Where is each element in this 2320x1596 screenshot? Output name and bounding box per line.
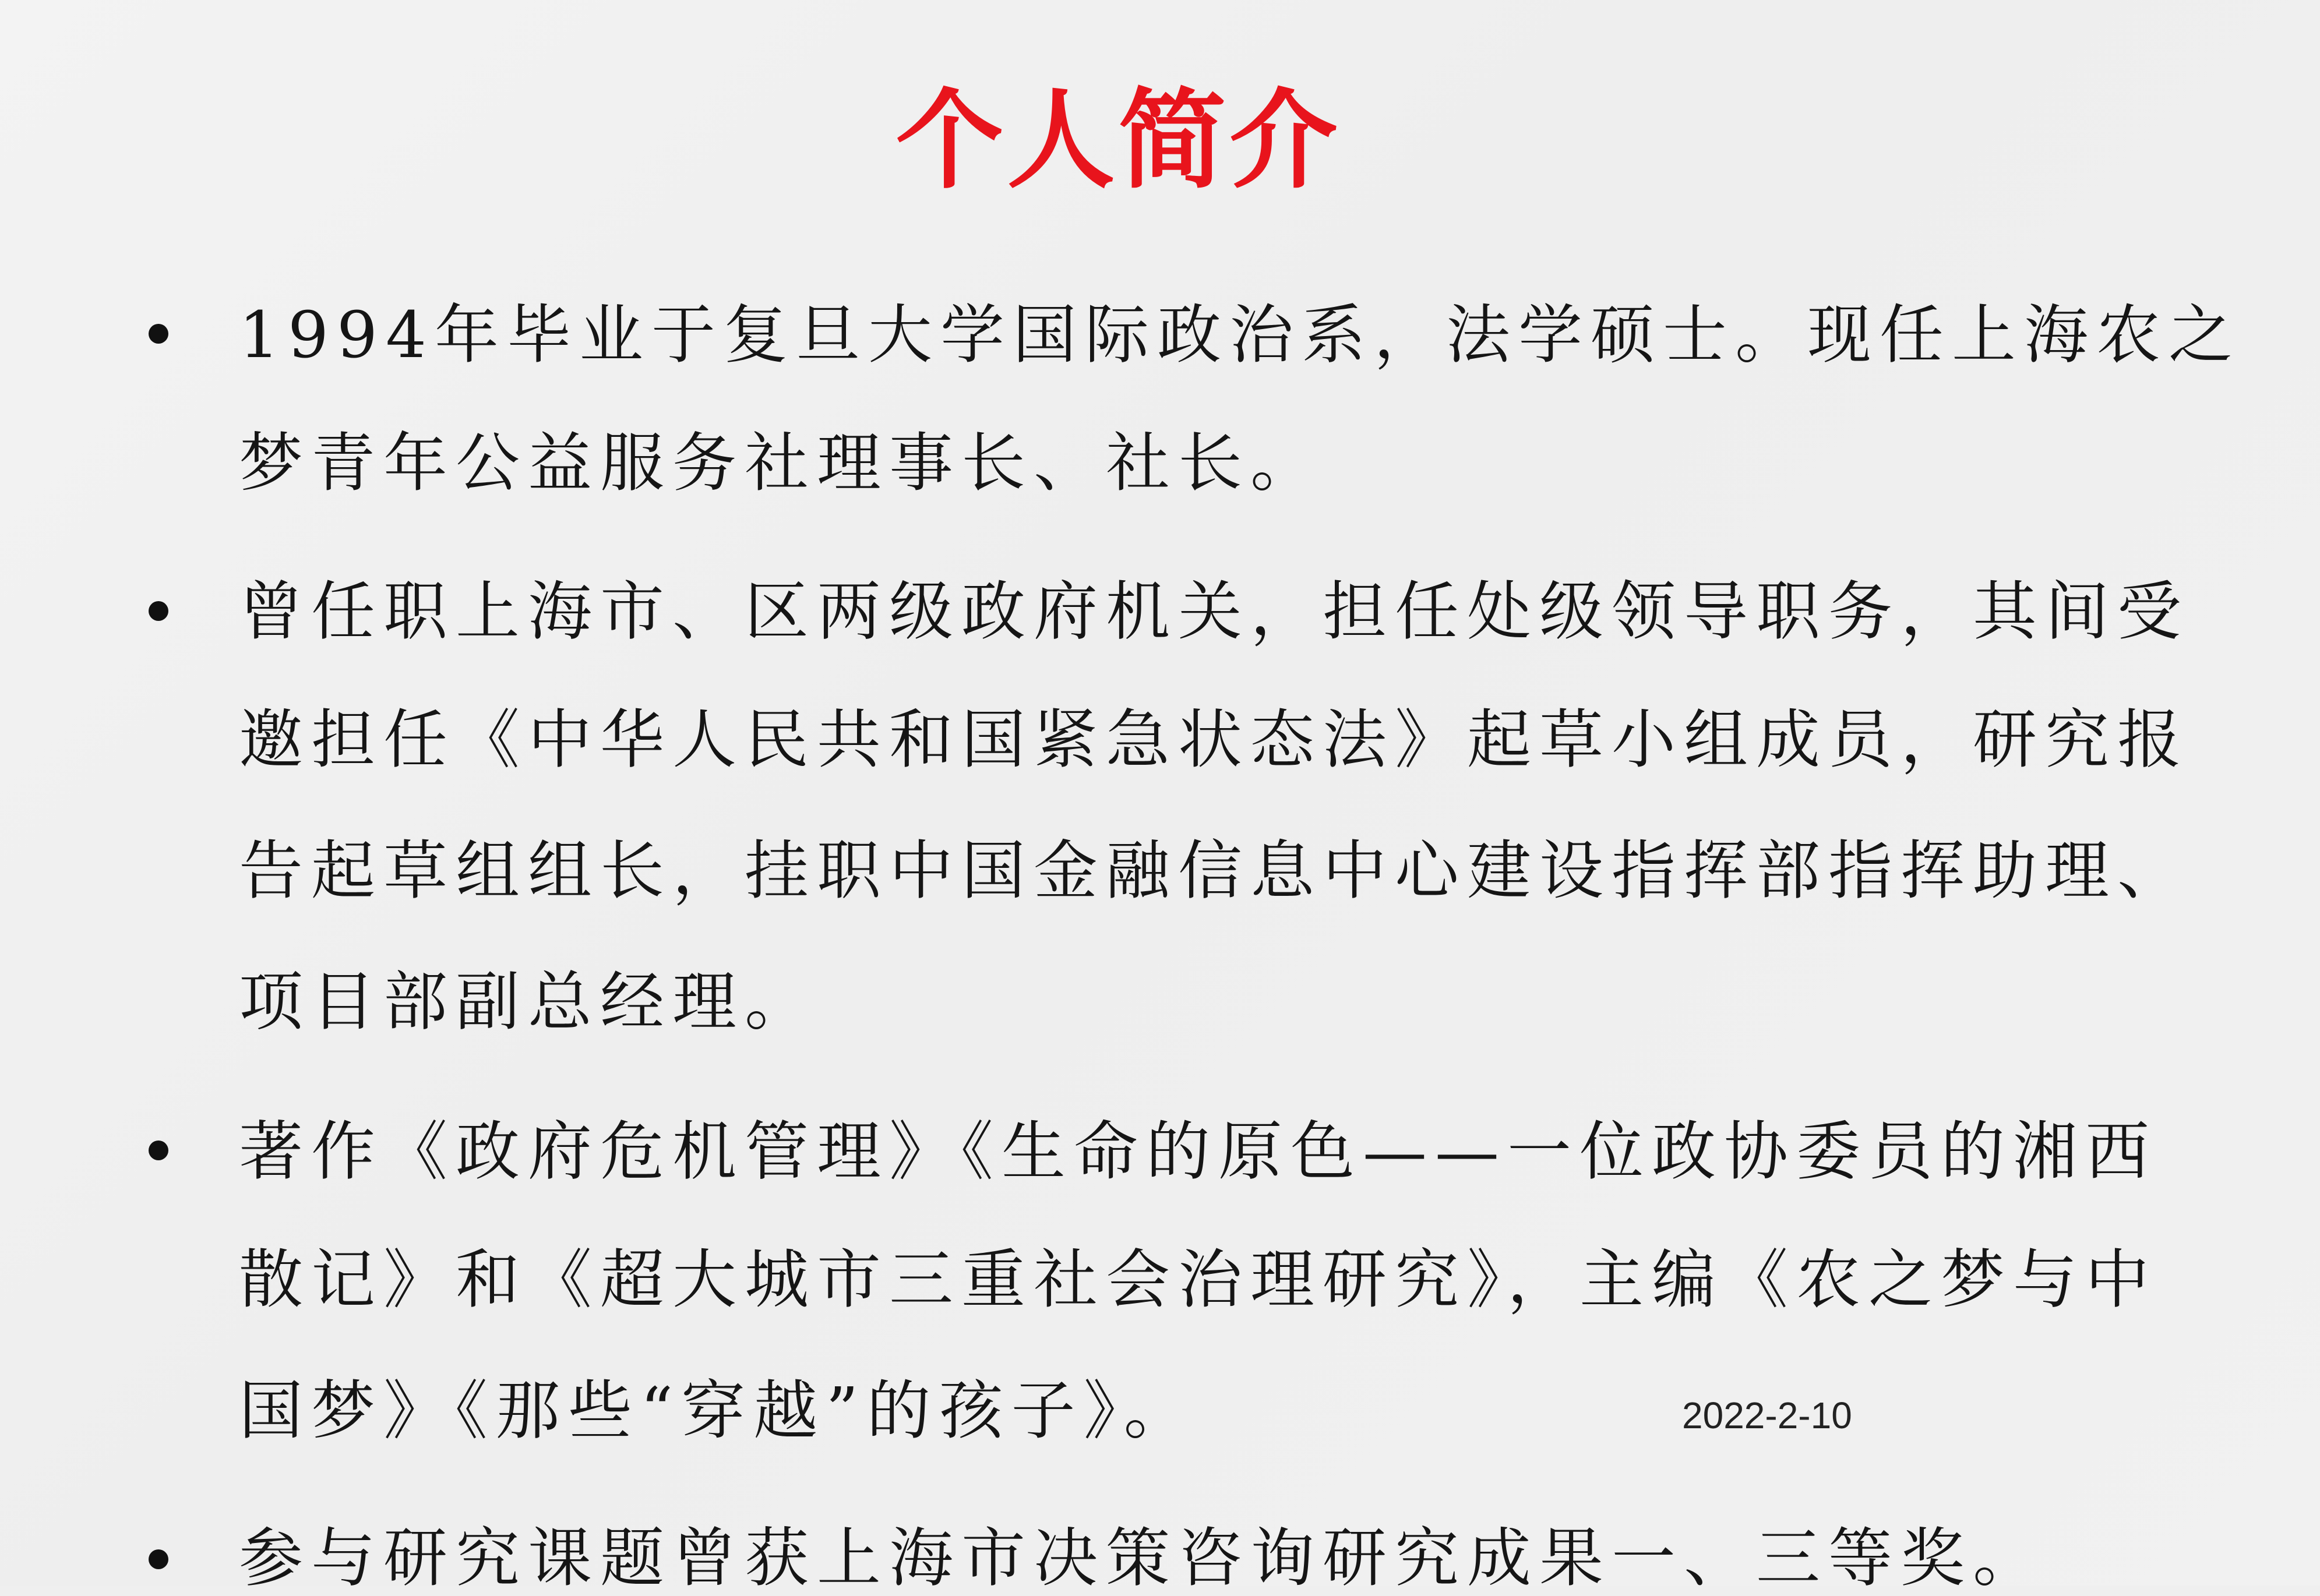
bullet-marker [149,1549,168,1569]
bullet-2-line-4: 项目部副总经理。 [239,965,817,1039]
bullet-1-line-1: 1994年毕业于复旦大学国际政治系，法学硕士。现任上海农之 [239,298,2241,372]
bullet-3-line-2: 散记》和《超大城市三重社会治理研究》，主编《农之梦与中 [239,1242,2157,1317]
bullet-2-line-3: 告起草组组长，挂职中国金融信息中心建设指挥部指挥助理、 [239,834,2189,908]
bullet-2-line-2: 邀担任《中华人民共和国紧急状态法》起草小组成员，研究报 [239,702,2189,777]
bullet-marker [149,324,168,344]
bullet-4-line-1: 参与研究课题曾获上海市决策咨询研究成果一、三等奖。 [239,1521,2045,1595]
bullet-marker [149,601,168,621]
bullet-marker [149,1140,168,1160]
bullet-3-line-1: 著作《政府危机管理》《生命的原色——一位政协委员的湘西 [239,1114,2157,1189]
bullet-2-line-1: 曾任职上海市、区两级政府机关，担任处级领导职务，其间受 [239,574,2189,649]
page-title: 个人简介 [895,76,1341,203]
bullet-1-line-2: 梦青年公益服务社理事长、社长。 [239,426,1323,500]
bullet-3-line-3: 国梦》《那些“穿越”的孩子》。 [239,1373,1196,1448]
date-label: 2022-2-10 [1682,1394,1852,1436]
